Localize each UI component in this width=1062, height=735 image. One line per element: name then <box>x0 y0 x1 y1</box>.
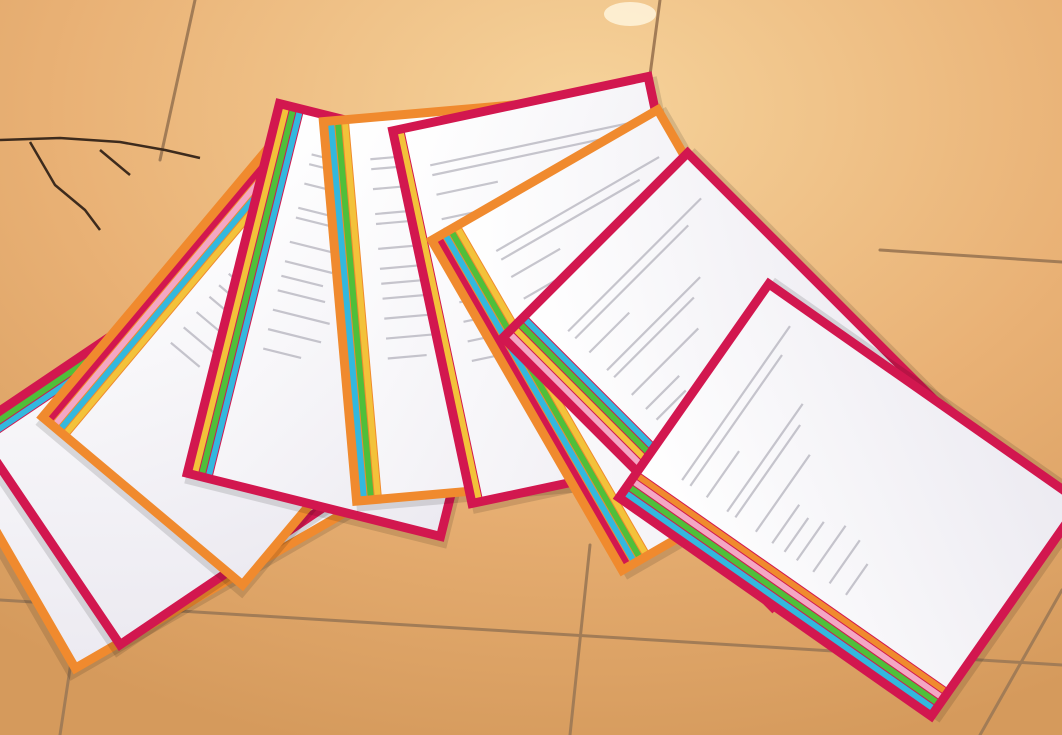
light-reflection <box>604 2 656 26</box>
